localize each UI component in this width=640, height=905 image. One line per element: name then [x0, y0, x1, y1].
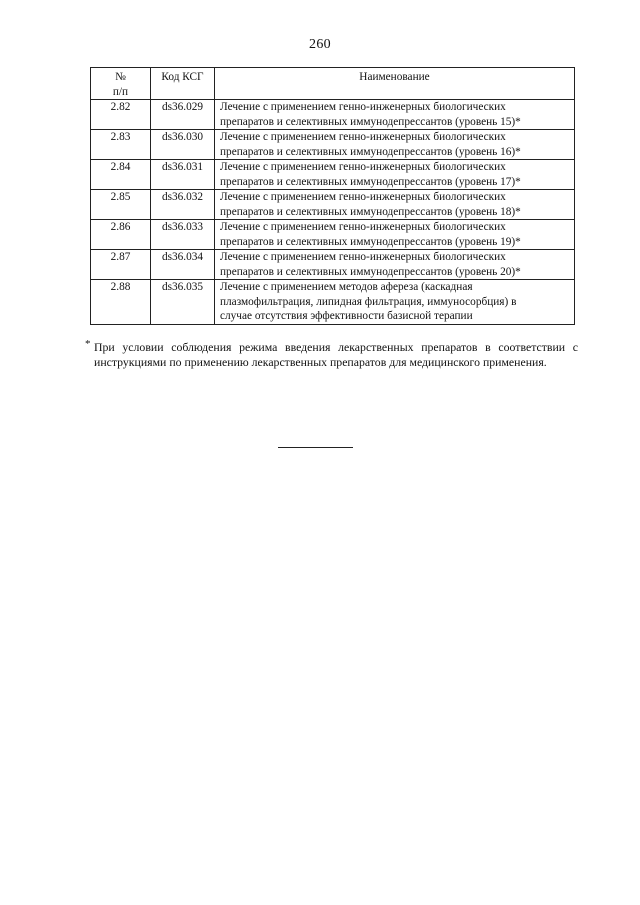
row-number: 2.88 [91, 280, 151, 325]
table-row [91, 100, 575, 130]
row-number: 2.86 [91, 220, 151, 250]
header-name: Наименование [215, 68, 575, 100]
row-name: Лечение с применением генно-инженерных биологических препаратов и селективных иммунодепрессантов (уровень 17)* [215, 160, 575, 190]
footnote-marker: * [85, 338, 91, 350]
header-ksg-code: Код КСГ [151, 68, 215, 100]
table-row [91, 190, 575, 220]
row-ksg-code: ds36.030 [151, 130, 215, 160]
row-name: Лечение с применением генно-инженерных биологических препаратов и селективных иммунодепрессантов (уровень 19)* [215, 220, 575, 250]
table-row [91, 250, 575, 280]
row-name: Лечение с применением генно-инженерных биологических препаратов и селективных иммунодепрессантов (уровень 15)* [215, 100, 575, 130]
footnote [85, 338, 578, 370]
row-ksg-code: ds36.031 [151, 160, 215, 190]
page-number: 260 [309, 37, 331, 52]
row-ksg-code: ds36.029 [151, 100, 215, 130]
row-number: 2.84 [91, 160, 151, 190]
row-ksg-code: ds36.032 [151, 190, 215, 220]
table-row [91, 130, 575, 160]
header-number: № п/п [91, 68, 151, 100]
table-row [91, 280, 575, 325]
table-row [91, 220, 575, 250]
ksg-table [90, 67, 575, 325]
end-divider [278, 447, 353, 448]
row-number: 2.85 [91, 190, 151, 220]
row-number: 2.82 [91, 100, 151, 130]
row-ksg-code: ds36.035 [151, 280, 215, 325]
row-number: 2.83 [91, 130, 151, 160]
row-name: Лечение с применением методов афереза (каскадная плазмофильтрация, липидная фильтрация, иммуносорбция) в случае отсутствия эффективности базисной терапии [215, 280, 575, 325]
row-name: Лечение с применением генно-инженерных биологических препаратов и селективных иммунодепрессантов (уровень 18)* [215, 190, 575, 220]
row-number: 2.87 [91, 250, 151, 280]
table-header-row [91, 68, 575, 100]
row-ksg-code: ds36.034 [151, 250, 215, 280]
footnote-text: При условии соблюдения режима введения лекарственных препаратов в соответствии с инструкциями по применению лекарственных препаратов для медицинского применения. [94, 340, 578, 369]
table-row [91, 160, 575, 190]
row-name: Лечение с применением генно-инженерных биологических препаратов и селективных иммунодепрессантов (уровень 20)* [215, 250, 575, 280]
row-ksg-code: ds36.033 [151, 220, 215, 250]
row-name: Лечение с применением генно-инженерных биологических препаратов и селективных иммунодепрессантов (уровень 16)* [215, 130, 575, 160]
